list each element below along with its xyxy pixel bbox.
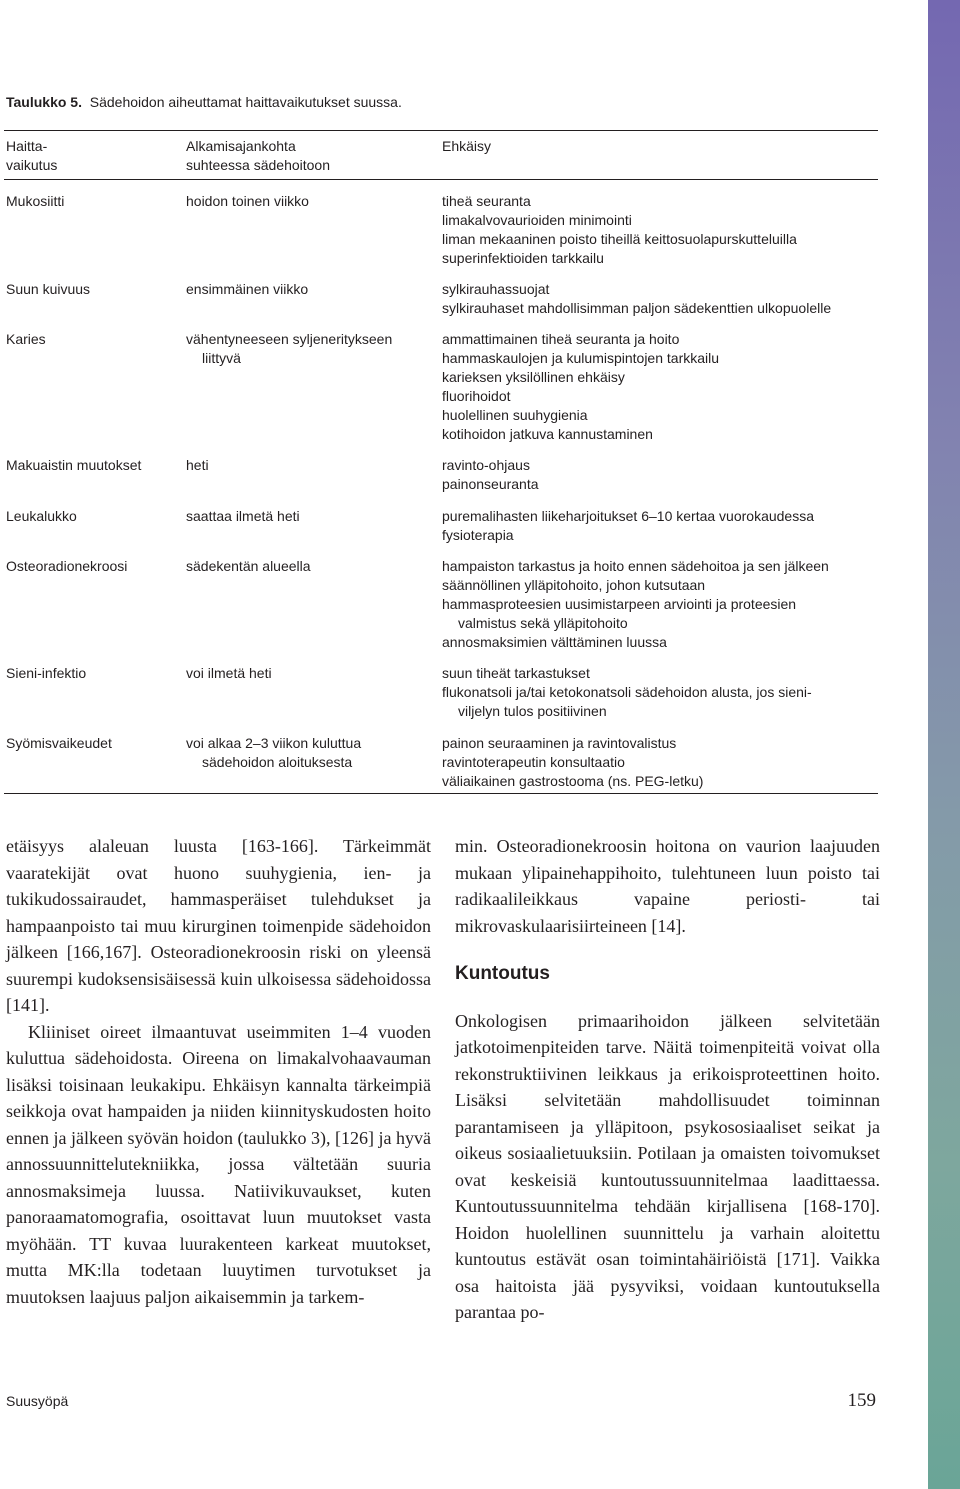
table-header-rule <box>4 179 878 180</box>
header-onset: Alkamisajankohta suhteessa sädehoitoon <box>186 138 330 173</box>
row-prevention: tiheä seuranta limakalvovaurioiden minimointi liman mekaaninen poisto tiheillä keittosuolapurskutteluilla superinfektioiden tarkkailu <box>442 193 797 266</box>
row-prevention: ammattimainen tiheä seuranta ja hoito hammaskaulojen ja kulumispintojen tarkkailu karieksen yksilöllinen ehkäisy fluorihoidot huolellinen suuhygienia kotihoidon jatkuva kannustaminen <box>442 331 720 442</box>
table-caption <box>6 94 402 110</box>
row-effect: Osteoradionekroosi <box>6 558 128 574</box>
row-effect: Makuaistin muutokset <box>6 457 142 473</box>
row-effect: Mukosiitti <box>6 193 65 209</box>
table-bottom-rule <box>4 793 878 794</box>
row-onset: heti <box>186 457 209 473</box>
footer-journal: Suusyöpä <box>6 1393 69 1409</box>
table-caption-title: Sädehoidon aiheuttamat haittavaikutukset suussa. <box>89 94 402 110</box>
row-onset: sädekentän alueella <box>186 558 311 574</box>
row-onset: hoidon toinen viikko <box>186 193 309 209</box>
row-effect: Leukalukko <box>6 508 77 524</box>
row-onset: voi ilmetä heti <box>186 665 272 681</box>
row-prevention: ravinto-ohjaus painonseuranta <box>442 457 539 492</box>
table-top-rule <box>4 130 878 131</box>
row-prevention: hampaiston tarkastus ja hoito ennen sädehoitoa ja sen jälkeen säännöllinen ylläpitohoito, johon kutsutaan hammasproteesien uusimistarpeen arviointi ja proteesien valmistus sekä ylläpitohoito annosmaksimien välttäminen luussa <box>442 558 829 650</box>
row-effect: Syömisvaikeudet <box>6 735 112 751</box>
row-prevention: puremalihasten liikeharjoitukset 6–10 kertaa vuorokaudessa fysioterapia <box>442 508 814 543</box>
row-prevention: painon seuraaminen ja ravintovalistus ravintoterapeutin konsultaatio väliaikainen gastrostooma (ns. PEG-letku) <box>442 735 704 789</box>
table-caption-label: Taulukko 5. <box>6 94 82 110</box>
header-effect: Haitta- vaikutus <box>6 138 58 173</box>
right-paragraph-1: min. Osteoradionekroosin hoitona on vaurion laajuuden mukaan ylipainehappihoito, tulehtuneen luun poisto tai radikaalileikkaus vapaine periosti- tai mikrovaskulaarisiirteineen [14]. <box>455 836 880 936</box>
row-effect: Sieni-infektio <box>6 665 87 681</box>
right-text-column <box>455 833 880 1326</box>
left-paragraph-1: etäisyys alaleuan luusta [163-166]. Tärkeimmät vaaratekijät ovat huono suuhygienia, ien- ja tukikudossairaudet, hammasperäiset tulehdukset ja hampaanpoisto tai muu kirurginen toimenpide sädehoidon jälkeen [166,167]. Osteoradionekroosin riski on yleensä suurempi kudoksensisäisessä kuin ulkoisessa sädehoidossa [141]. <box>6 836 431 1015</box>
page-number: 159 <box>847 1390 876 1411</box>
row-effect: Suun kuivuus <box>6 281 91 297</box>
row-prevention: sylkirauhassuojat sylkirauhaset mahdollisimman paljon sädekenttien ulkopuolelle <box>442 281 832 316</box>
right-paragraph-2: Onkologisen primaarihoidon jälkeen selvitetään jatkotoimenpiteiden tarve. Näitä toimenpiteitä voivat olla rekonstruktiivinen leikkaus ja erikoisproteettinen hoito. Lisäksi selvitetään mahdollisuudet toiminnan parantamiseen ja ylläpitoon, psykososiaaliset seikat ja oikeus sosiaalietuuksiin. Potilaan ja omaisten toivomukset ovat keskeisiä kuntoutussuunnitelmaa laadittaessa. Kuntoutussuunnitelma tehdään kirjallisena [168-170]. Hoidon huolellinen suunnittelu ja varhain aloitettu kuntoutus estävät osan toimintahäiriöistä [171]. Vaikka osa haitoista jää pysyviksi, voidaan kuntoutuksella parantaa po- <box>455 1010 880 1322</box>
row-onset: voi alkaa 2–3 viikon kuluttua sädehoidon aloituksesta <box>186 735 362 770</box>
section-heading: Kuntoutus <box>455 963 550 984</box>
header-prevention: Ehkäisy <box>442 138 492 154</box>
row-effect: Karies <box>6 331 46 347</box>
row-onset: saattaa ilmetä heti <box>186 508 300 524</box>
row-onset: ensimmäinen viikko <box>186 281 309 297</box>
decorative-side-bar <box>928 0 960 1489</box>
row-onset: vähentyneeseen syljeneritykseen liittyvä <box>186 331 393 366</box>
left-text-column <box>6 833 431 1310</box>
left-paragraph-2: Kliiniset oireet ilmaantuvat useimmiten 1–4 vuoden kuluttua sädehoidosta. Oireena on limakalvohaavauman lisäksi toisinaan leukakipu. Ehkäisyn kannalta tärkeimpiä seikkoja ovat hampaiden ja niiden kiinnityskudosten hoito ennen ja jälkeen syövän hoidon (taulukko 3), [126] ja hyvä annossuunnittelutekniikka, jossa vältetään suuria annosmaksimeja luussa. Natiivikuvaukset, kuten panoraamatomografia, osoittavat luun muutokset vasta myöhään. TT kuvaa luurakenteen karkeat muutokset, mutta MK:lla todetaan luuytimen turvotukset ja muutoksen laajuus paljon aikaisemmin ja tarkem- <box>6 1021 431 1307</box>
row-prevention: suun tiheät tarkastukset flukonatsoli ja/tai ketokonatsoli sädehoidon alusta, jos sieni- viljelyn tulos positiivinen <box>442 665 812 719</box>
